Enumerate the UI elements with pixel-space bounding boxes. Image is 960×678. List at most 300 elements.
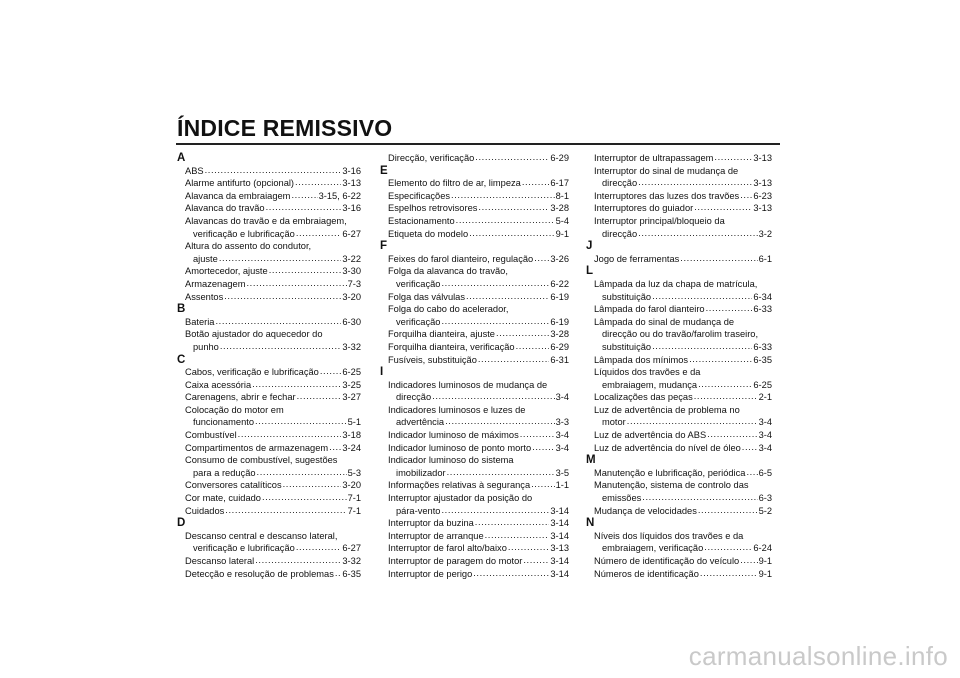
- index-entry: [380, 442, 569, 455]
- index-entry-text: funcionamento: [193, 417, 254, 428]
- index-entry-text: direcção: [396, 392, 432, 403]
- index-entry-text: Descanso lateral: [185, 556, 255, 566]
- dot-leader: [698, 378, 752, 391]
- index-entry-line: [388, 479, 569, 492]
- index-entry-line: [594, 354, 772, 367]
- index-entry-text: Alavancas do travão e da embraiagem,: [185, 215, 347, 226]
- index-entry-page: 6-22: [550, 278, 569, 289]
- index-entry-page: 3-30: [342, 266, 361, 277]
- index-entry-line: [388, 442, 569, 455]
- dot-leader: [627, 415, 758, 428]
- index-entry: [177, 404, 361, 429]
- index-entry-text: Localizações das peças: [594, 392, 693, 403]
- index-entry: [380, 479, 569, 492]
- index-entry-page: 6-30: [342, 316, 361, 327]
- index-entry-text: Interruptores do guiador: [594, 203, 694, 214]
- index-entry-line: [388, 354, 569, 367]
- dot-leader: [441, 315, 549, 328]
- index-entry-text: Caixa acessória: [185, 379, 252, 390]
- index-entry-text: Lâmpada da luz da chapa de matrícula,: [594, 278, 758, 289]
- index-entry-page: 3-13: [342, 178, 361, 189]
- index-letter-heading: D: [177, 517, 186, 530]
- index-entry: [380, 568, 569, 581]
- index-entry-text: advertência: [396, 417, 445, 428]
- index-entry: [586, 530, 772, 555]
- index-entry: [380, 492, 569, 517]
- index-entry: [380, 228, 569, 241]
- index-entry-text: Indicadores luminosos de mudança de: [388, 379, 548, 390]
- index-entry: [177, 454, 361, 479]
- index-letter-heading: E: [380, 164, 388, 177]
- dot-leader: [224, 290, 341, 303]
- dot-leader: [432, 390, 554, 403]
- index-entry-text: verificação: [396, 316, 441, 327]
- dot-leader: [516, 340, 550, 353]
- index-entry-text: Interruptor de farol alto/baixo: [388, 543, 507, 554]
- index-entry-text: embraiagem, mudança: [602, 379, 698, 390]
- index-entry: [177, 291, 361, 304]
- index-entry-text: Alavanca da embraiagem: [185, 190, 291, 201]
- index-entry-page: 3-28: [550, 203, 569, 214]
- dot-leader: [694, 201, 752, 214]
- index-entry-page: 6-25: [753, 379, 772, 390]
- index-entry-page: 6-23: [753, 190, 772, 201]
- index-entry-text: Indicadores luminosos e luzes de: [388, 404, 526, 415]
- index-entry-text: Estacionamento: [388, 215, 455, 226]
- index-entry: [177, 568, 361, 581]
- index-entry-page: 3-22: [342, 253, 361, 264]
- index-entry-text: Jogo de ferramentas: [594, 253, 680, 264]
- index-entry-page: 5-2: [758, 505, 772, 516]
- index-entry: [177, 530, 361, 555]
- index-entry-text: verificação e lubrificação: [193, 543, 295, 554]
- index-entry-line: [185, 228, 361, 241]
- index-entry-page: 3-4: [758, 417, 772, 428]
- index-entry-text: Consumo de combustível, sugestões: [185, 455, 338, 466]
- dot-leader: [704, 541, 752, 554]
- index-entry-text: Interruptor de paragem do motor: [388, 556, 523, 566]
- index-entry-text: Folga da alavanca do travão,: [388, 266, 508, 277]
- index-entry-page: 3-4: [555, 430, 569, 441]
- dot-leader: [257, 466, 347, 479]
- index-entry-text: Lâmpada do farol dianteiro: [594, 304, 705, 315]
- dot-leader: [255, 415, 347, 428]
- index-entry-page: 3-20: [342, 291, 361, 302]
- index-entry-line: [185, 568, 361, 581]
- index-entry-line: [594, 228, 772, 241]
- dot-leader: [700, 567, 758, 580]
- index-entry-page: 6-34: [753, 291, 772, 302]
- index-entry-text: Interruptor principal/bloqueio da: [594, 215, 725, 226]
- index-letter-heading: C: [177, 353, 186, 366]
- dot-leader: [295, 176, 341, 189]
- dot-leader: [445, 415, 554, 428]
- index-entry-page: 3-14: [550, 568, 569, 579]
- index-entry: [380, 253, 569, 266]
- index-entry-page: 6-33: [753, 341, 772, 352]
- index-entry-page: 3-28: [550, 329, 569, 340]
- dot-leader: [441, 504, 549, 517]
- index-entry-page: 3-16: [342, 203, 361, 214]
- index-entry-line: [388, 391, 569, 404]
- index-entry: [586, 467, 772, 480]
- index-entry: [586, 568, 772, 581]
- index-entry-text: Carenagens, abrir e fechar: [185, 392, 296, 403]
- dot-leader: [291, 189, 317, 202]
- dot-leader: [469, 227, 554, 240]
- index-entry: [177, 442, 361, 455]
- dot-leader: [238, 428, 342, 441]
- dot-leader: [689, 353, 752, 366]
- index-entry-page: 6-29: [550, 341, 569, 352]
- dot-leader: [746, 466, 757, 479]
- index-entry: [586, 253, 772, 266]
- index-entry-page: 8-1: [555, 190, 569, 201]
- index-entry-text: Indicador luminoso de máximos: [388, 430, 519, 441]
- index-entry-text: Conversores catalíticos: [185, 480, 282, 491]
- page-title: ÍNDICE REMISSIVO: [177, 115, 393, 141]
- index-entry-text: Altura do assento do condutor,: [185, 241, 312, 252]
- index-entry-text: Indicador luminoso do sistema: [388, 455, 514, 466]
- index-entry-text: imobilizador: [396, 467, 446, 478]
- index-entry: [177, 328, 361, 353]
- index-entry: [586, 404, 772, 429]
- index-entry: [586, 316, 772, 354]
- index-entry-page: 6-27: [342, 543, 361, 554]
- dot-leader: [466, 290, 549, 303]
- dot-leader: [456, 214, 555, 227]
- dot-leader: [532, 441, 554, 454]
- dot-leader: [638, 227, 757, 240]
- dot-leader: [252, 378, 341, 391]
- index-entry-page: 6-27: [342, 228, 361, 239]
- index-entry-page: 3-2: [758, 228, 772, 239]
- index-entry-page: 3-13: [550, 543, 569, 554]
- index-entry-text: Compartimentos de armazenagem: [185, 442, 329, 453]
- index-entry-text: Assentos: [185, 291, 224, 302]
- dot-leader: [478, 201, 549, 214]
- index-entry-page: 6-3: [758, 493, 772, 504]
- index-entry-text: Interruptor de ultrapassagem: [594, 153, 714, 163]
- index-entry-line: [388, 152, 569, 165]
- index-entry-line: [185, 341, 361, 354]
- dot-leader: [255, 554, 341, 567]
- index-entry-page: 3-26: [550, 253, 569, 264]
- index-column-2: [380, 152, 569, 580]
- dot-leader: [205, 164, 342, 177]
- dot-leader: [680, 252, 757, 265]
- index-entry-text: Bateria: [185, 316, 215, 327]
- index-entry-text: motor: [602, 417, 626, 428]
- dot-leader: [694, 390, 758, 403]
- index-entry-line: [185, 291, 361, 304]
- index-entry-text: Forquilha dianteira, ajuste: [388, 329, 495, 340]
- index-column-1: [177, 152, 361, 580]
- dot-leader: [740, 189, 752, 202]
- index-entry-text: Especificações: [388, 190, 451, 201]
- dot-leader: [246, 277, 346, 290]
- index-entry: [586, 215, 772, 240]
- index-entry-line: [594, 202, 772, 215]
- index-entry: [177, 202, 361, 215]
- index-entry-page: 6-35: [753, 354, 772, 365]
- index-entry: [177, 505, 361, 518]
- index-entry-page: 7-1: [347, 505, 361, 516]
- dot-leader: [534, 252, 549, 265]
- dot-leader: [508, 541, 550, 554]
- index-entry-text: punho: [193, 341, 219, 352]
- dot-leader: [740, 554, 757, 567]
- index-entry-page: 6-17: [550, 178, 569, 189]
- index-entry-page: 3-25: [342, 379, 361, 390]
- dot-leader: [520, 428, 555, 441]
- index-entry-line: [594, 568, 772, 581]
- index-entry: [380, 303, 569, 328]
- index-entry: [177, 316, 361, 329]
- index-entry-text: Elemento do filtro de ar, limpeza: [388, 178, 521, 189]
- index-entry-text: Espelhos retrovisores: [388, 203, 478, 214]
- dot-leader: [225, 504, 346, 517]
- index-entry-page: 3-32: [342, 341, 361, 352]
- index-entry-text: direcção: [602, 228, 638, 239]
- index-entry-text: Detecção e resolução de problemas: [185, 568, 334, 579]
- index-entry-page: 9-1: [555, 228, 569, 239]
- dot-leader: [707, 428, 757, 441]
- index-entry-text: Interruptor de arranque: [388, 530, 484, 541]
- index-entry-text: Amortecedor, ajuste: [185, 266, 268, 277]
- index-entry-text: Informações relativas à segurança: [388, 480, 531, 491]
- dot-leader: [215, 315, 341, 328]
- index-entry-line: [594, 316, 772, 329]
- index-entry-text: Interruptores das luzes dos travões: [594, 190, 740, 201]
- index-entry-page: 2-1: [758, 392, 772, 403]
- index-entry-text: Cuidados: [185, 505, 225, 516]
- index-entry-text: Interruptor ajustador da posição do: [388, 493, 533, 504]
- index-entry: [177, 177, 361, 190]
- index-entry-page: 3-15, 6-22: [318, 190, 361, 201]
- index-letter-heading: L: [586, 265, 594, 278]
- dot-leader: [320, 365, 342, 378]
- index-entry-line: [594, 391, 772, 404]
- index-entry-page: 3-3: [555, 417, 569, 428]
- dot-leader: [329, 441, 341, 454]
- index-entry-text: emissões: [602, 493, 642, 504]
- index-entry-page: 3-20: [342, 480, 361, 491]
- index-entry-page: 3-13: [753, 153, 772, 163]
- index-entry-page: 5-3: [347, 467, 361, 478]
- index-entry-page: 9-1: [758, 568, 772, 579]
- index-entry-page: 1-1: [555, 480, 569, 491]
- dot-leader: [714, 151, 752, 164]
- dot-leader: [642, 491, 757, 504]
- index-entry-text: direcção: [602, 178, 638, 189]
- dot-leader: [698, 504, 758, 517]
- dot-leader: [475, 516, 550, 529]
- index-entry: [380, 454, 569, 479]
- index-entry-text: Números de identificação: [594, 568, 699, 579]
- index-entry-page: 3-4: [555, 392, 569, 403]
- index-entry-page: 6-1: [758, 253, 772, 264]
- index-entry: [586, 165, 772, 190]
- index-entry: [380, 291, 569, 304]
- dot-leader: [219, 252, 342, 265]
- dot-leader: [296, 227, 342, 240]
- index-entry-line: [185, 177, 361, 190]
- dot-leader: [335, 567, 342, 580]
- index-entry: [586, 505, 772, 518]
- index-letter-heading: A: [177, 152, 186, 164]
- index-entry-page: 3-4: [555, 442, 569, 453]
- dot-leader: [652, 340, 752, 353]
- dot-leader: [296, 541, 342, 554]
- index-entry-text: Alarme antifurto (opcional): [185, 178, 295, 189]
- index-entry-text: Combustível: [185, 430, 237, 441]
- index-entry-line: [388, 291, 569, 304]
- index-entry-text: verificação: [396, 278, 441, 289]
- index-entry-text: Indicador luminoso de ponto morto: [388, 442, 532, 453]
- index-entry: [586, 391, 772, 404]
- index-entry-text: Colocação do motor em: [185, 404, 284, 415]
- index-entry-text: Etiqueta do modelo: [388, 228, 469, 239]
- index-entry-page: 3-14: [550, 530, 569, 541]
- index-entry-text: substituição: [602, 291, 652, 302]
- index-entry-line: [388, 568, 569, 581]
- index-entry-text: Forquilha dianteira, verificação: [388, 341, 515, 352]
- index-entry: [380, 152, 569, 165]
- index-entry-line: [594, 442, 772, 455]
- index-entry: [380, 404, 569, 429]
- index-entry-page: 3-4: [758, 430, 772, 441]
- index-entry-line: [594, 253, 772, 266]
- index-entry-page: 5-1: [347, 417, 361, 428]
- index-letter-heading: M: [586, 454, 596, 467]
- index-letter-heading: B: [177, 303, 186, 316]
- index-entry-text: Cabos, verificação e lubrificação: [185, 367, 319, 378]
- index-entry-page: 6-35: [342, 568, 361, 579]
- index-entry-line: [185, 202, 361, 215]
- index-entry-page: 7-3: [347, 278, 361, 289]
- dot-leader: [283, 478, 342, 491]
- dot-leader: [652, 290, 752, 303]
- index-entry-page: 3-27: [342, 392, 361, 403]
- index-entry: [380, 379, 569, 404]
- index-entry: [586, 442, 772, 455]
- dot-leader: [441, 277, 549, 290]
- index-entry-page: 3-5: [555, 467, 569, 478]
- dot-leader: [478, 353, 550, 366]
- index-entry-page: 6-5: [758, 467, 772, 478]
- index-entry-line: [594, 505, 772, 518]
- index-entry: [380, 265, 569, 290]
- index-entry-text: Cor mate, cuidado: [185, 493, 261, 504]
- dot-leader: [485, 529, 550, 542]
- index-entry-line: [594, 303, 772, 316]
- dot-leader: [269, 264, 342, 277]
- dot-leader: [523, 554, 549, 567]
- index-entry-text: Interruptor de perigo: [388, 568, 473, 579]
- index-entry-text: embraiagem, verificação: [602, 543, 704, 554]
- index-entry-page: 5-4: [555, 215, 569, 226]
- dot-leader: [266, 201, 342, 214]
- index-entry-line: [594, 467, 772, 480]
- dot-leader: [496, 327, 549, 340]
- index-entry-page: 3-14: [550, 556, 569, 566]
- index-entry-text: Feixes do farol dianteiro, regulação: [388, 253, 534, 264]
- index-entry-text: Descanso central e descanso lateral,: [185, 530, 338, 541]
- index-entry-text: Níveis dos líquidos dos travões e da: [594, 530, 744, 541]
- index-entry-page: 3-32: [342, 556, 361, 566]
- index-entry-text: Lâmpada dos mínimos: [594, 354, 689, 365]
- index-entry-text: Alavanca do travão: [185, 203, 265, 214]
- index-entry-line: [185, 391, 361, 404]
- index-entry-page: 6-25: [342, 367, 361, 378]
- index-entry-line: [388, 228, 569, 241]
- index-entry-page: 3-14: [550, 518, 569, 529]
- index-entry-page: 3-24: [342, 442, 361, 453]
- index-entry-line: [185, 316, 361, 329]
- index-entry-page: 6-19: [550, 316, 569, 327]
- index-entry-line: [388, 253, 569, 266]
- index-entry-text: Luz de advertência de problema no: [594, 404, 740, 415]
- index-entry-page: 3-13: [753, 203, 772, 214]
- index-entry: [586, 303, 772, 316]
- index-letter-heading: J: [586, 240, 593, 253]
- index-entry: [177, 555, 361, 568]
- index-entry-text: Botão ajustador do aquecedor do: [185, 329, 323, 340]
- index-letter-heading: I: [380, 366, 384, 379]
- index-entry-text: Interruptor da buzina: [388, 518, 474, 529]
- index-entry-page: 3-14: [550, 505, 569, 516]
- index-entry: [586, 366, 772, 391]
- index-entry-text: verificação e lubrificação: [193, 228, 295, 239]
- index-entry-text: Direcção, verificação: [388, 153, 475, 163]
- dot-leader: [531, 478, 554, 491]
- index-entry-text: Manutenção, sistema de controlo das: [594, 480, 749, 491]
- index-letter-heading: N: [586, 517, 595, 530]
- index-entry-line: [594, 152, 772, 165]
- index-entry-text: ajuste: [193, 253, 218, 264]
- dot-leader: [447, 466, 555, 479]
- index-entry-text: pára-vento: [396, 505, 441, 516]
- index-entry-text: Folga do cabo do acelerador,: [388, 304, 509, 315]
- index-entry: [586, 152, 772, 165]
- index-entry: [177, 215, 361, 240]
- index-entry-page: 6-24: [753, 543, 772, 554]
- dot-leader: [220, 340, 342, 353]
- dot-leader: [297, 390, 342, 403]
- index-column-3: [586, 152, 772, 580]
- index-entry-page: 6-19: [550, 291, 569, 302]
- index-entry-page: 6-29: [550, 153, 569, 163]
- watermark: carmanualsonline.info: [688, 641, 948, 671]
- dot-leader: [742, 441, 758, 454]
- index-entry: [177, 240, 361, 265]
- index-entry-text: direcção ou do travão/farolim traseiro,: [602, 329, 759, 340]
- index-entry-text: Lâmpada do sinal de mudança de: [594, 316, 735, 327]
- index-entry-page: 6-31: [550, 354, 569, 365]
- index-entry-page: 3-4: [758, 442, 772, 453]
- dot-leader: [522, 176, 550, 189]
- index-entry-text: Número de identificação do veículo: [594, 556, 740, 566]
- index-entry-page: 6-33: [753, 304, 772, 315]
- index-entry-text: ABS: [185, 165, 204, 176]
- index-entry-page: 3-16: [342, 165, 361, 176]
- index-entry-line: [185, 505, 361, 518]
- dot-leader: [262, 491, 347, 504]
- dot-leader: [706, 302, 753, 315]
- index-entry-line: [185, 442, 361, 455]
- index-entry-text: Folga das válvulas: [388, 291, 465, 302]
